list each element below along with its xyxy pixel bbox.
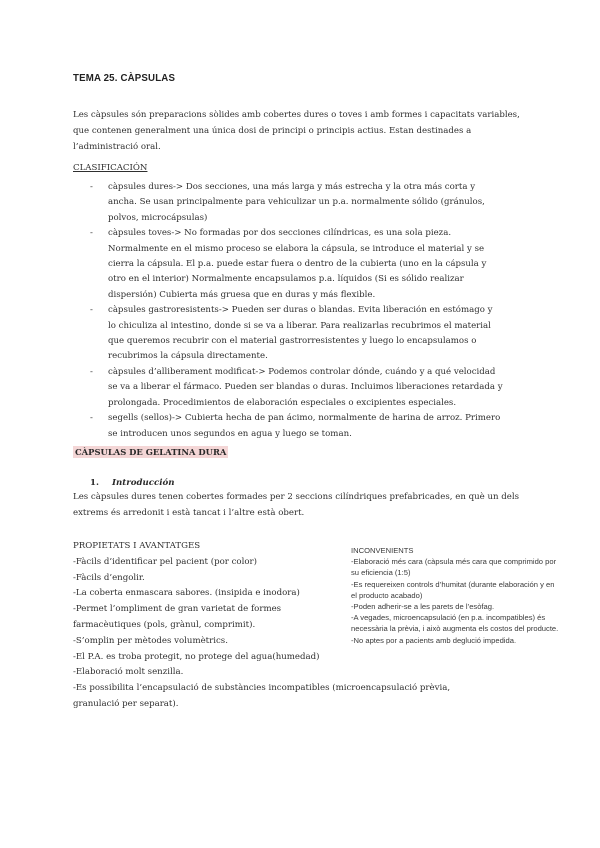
bullet-marker: - xyxy=(90,305,93,316)
inconvenient-line: -Poden adherir-se a les parets de l’esòfag. xyxy=(351,602,495,612)
subsection-paragraph: Les càpsules dures tenen cobertes formades per 2 seccions cilíndriques prefabricades, en què un dels extrems és arredonit i està tancat i l’altre està obert. xyxy=(73,492,519,518)
subsection-heading xyxy=(90,478,174,488)
list-line: càpsules dures-> Dos secciones, una más larga y más estrecha y la otra más corta y xyxy=(108,182,476,192)
inconvenient-line: -No aptes por a pacients amb deglució impedida. xyxy=(351,635,517,645)
page-title: TEMA 25. CÀPSULAS xyxy=(73,72,176,84)
intro-paragraph: Les càpsules són preparacions sòlides amb cobertes dures o toves i amb formes i capacitats variables, que contenen generalment una única dosi de principi o principis actius. Estan destinades a l’administració oral. xyxy=(73,110,520,152)
inconvenient-line: necessària la prèvia, i això augmenta els costos del producte. xyxy=(351,624,559,634)
list-line: segells (sellos)-> Cubierta hecha de pan ácimo, normalmente de harina de arroz. Primero xyxy=(108,413,501,424)
advantage-line: -La coberta enmascara sabores. (insipida e inodora) xyxy=(73,588,300,599)
inconvenients-heading: INCONVENIENTS xyxy=(351,546,414,555)
list-line: que queremos recubrir con el material gastrorresistentes y luego lo encapsulamos o xyxy=(108,336,477,347)
advantage-line: -El P.A. es troba protegit, no protege del agua(humedad) xyxy=(73,651,320,662)
advantage-line: -Fàcils d’engolir. xyxy=(73,572,145,583)
list-line: càpsules d’alliberament modificat-> Podemos controlar dónde, cuándo y a qué velocidad xyxy=(108,366,496,377)
inconvenients-block xyxy=(351,545,591,646)
list-line: Normalmente en el mismo proceso se elabora la cápsula, se introduce el material y se xyxy=(108,243,485,254)
list-line: dispersión) Cubierta más gruesa que en duras y más flexible. xyxy=(108,289,376,300)
classification-list xyxy=(90,180,530,442)
list-item xyxy=(90,365,530,411)
bullet-marker: - xyxy=(90,228,93,239)
subsection-title: Introducción xyxy=(112,478,175,488)
list-line: polvos, microcápsulas) xyxy=(108,212,208,223)
list-line: se introducen unos segundos en agua y luego se toman. xyxy=(108,428,352,439)
section-heading-highlighted: CÀPSULAS DE GELATINA DURA xyxy=(75,447,227,457)
list-line: ancha. Se usan principalmente para vehiculizar un p.a. normalmente sólido (gránulos, xyxy=(108,197,485,208)
list-line: recubrimos la cápsula directamente. xyxy=(108,351,268,362)
advantage-line: -Fàcils d’identificar pel pacient (por color) xyxy=(73,556,257,567)
advantage-line: -Es possibilita l’encapsulació de substàncies incompatibles (microencapsulació prèvia, xyxy=(73,683,451,694)
inconvenient-line: su eficiencia (1:5) xyxy=(351,568,411,578)
inconvenient-line: -A vegades, microencapsulació (en p.a. incompatibles) és xyxy=(351,613,546,623)
list-line: càpsules toves-> No formadas por dos secciones cilíndricas, es una sola pieza. xyxy=(108,228,452,239)
list-line: lo chiculiza al intestino, donde si se va a liberar. Para realizarlas recubrimos el material xyxy=(108,320,491,331)
inconvenient-line: -Elaboració més cara (càpsula més cara que comprimido por xyxy=(351,557,557,567)
inconvenient-line: el producto acabado) xyxy=(351,590,423,600)
bullet-marker: - xyxy=(90,366,93,377)
advantage-line: -Permet l’ompliment de gran varietat de formes xyxy=(73,604,282,615)
list-item xyxy=(90,411,530,442)
classification-heading: CLASIFICACIÓN xyxy=(73,163,148,173)
bullet-marker: - xyxy=(90,413,93,424)
list-item xyxy=(90,303,530,365)
list-item xyxy=(90,180,530,226)
list-line: prolongada. Procedimientos de elaboración especiales o excipientes especiales. xyxy=(108,397,457,408)
list-item xyxy=(90,226,530,303)
advantages-heading: PROPIETATS I AVANTATGES xyxy=(73,541,201,551)
list-line: càpsules gastroresistents-> Pueden ser duras o blandas. Evita liberación en estómago y xyxy=(108,305,493,316)
subsection-number: 1. xyxy=(90,478,99,488)
advantage-line: -S’omplin per mètodes volumètrics. xyxy=(73,635,228,646)
advantage-line: granulació per separat). xyxy=(73,698,179,709)
list-line: se va a liberar el fármaco. Pueden ser blandas o duras. Incluimos liberaciones retardada y xyxy=(108,382,503,393)
list-line: cierra la cápsula. El p.a. puede estar fuera o dentro de la cubierta (uno en la cápsula y xyxy=(108,259,487,270)
inconvenient-line: -Es requereixen controls d’humitat (durante elaboración y en xyxy=(351,579,555,589)
bullet-marker: - xyxy=(90,182,93,192)
advantage-line: farmacèutiques (pols, grànul, comprimit). xyxy=(73,619,256,630)
list-line: otro en el interior) Normalmente encapsulamos p.a. líquidos (Si es sólido realizar xyxy=(108,274,464,285)
advantage-line: -Elaboració molt senzilla. xyxy=(73,667,184,678)
